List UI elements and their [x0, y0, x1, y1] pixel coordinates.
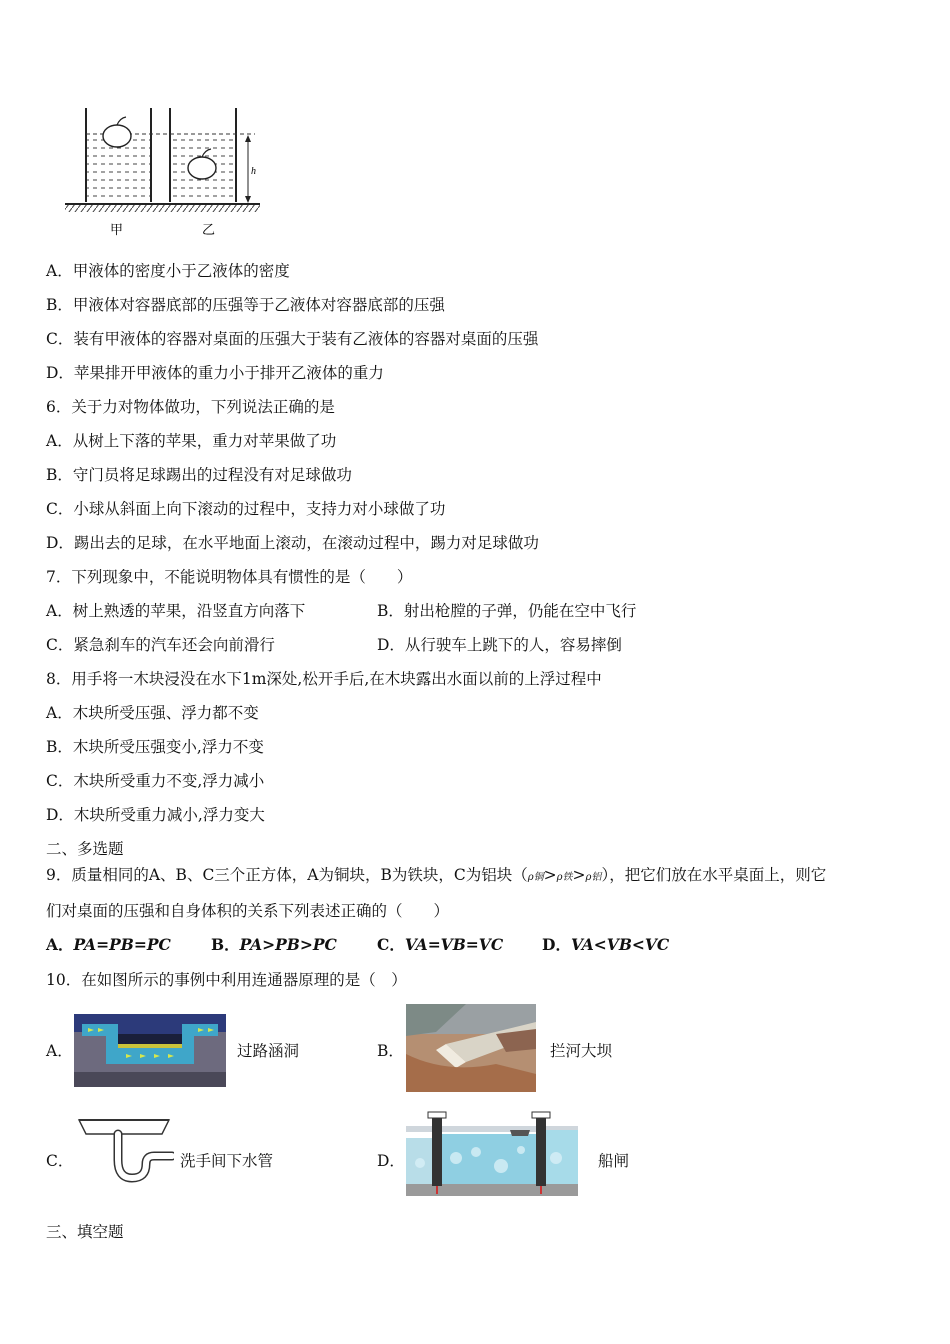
containers-figure [60, 104, 265, 239]
q9-stem-part2: ），把它们放在水平桌面上，则它 [601, 866, 827, 884]
q7-option-c: C．紧急刹车的汽车还会向前滑行 [46, 636, 275, 654]
q10-option-a-letter: A． [46, 1042, 73, 1060]
q9-stem-line2: 们对桌面的压强和自身体积的关系下列表述正确的（ ） [46, 902, 450, 920]
section-heading-multiple-choice: 二、多选题 [46, 840, 124, 858]
q9-option-c: C．VA=VB=VC [377, 935, 504, 954]
q7-stem: 7．下列现象中，不能说明物体具有惯性的是（ ） [46, 568, 413, 586]
q9-option-a: A．PA=PB=PC [46, 935, 171, 954]
q9-option-b: B．PA>PB>PC [211, 935, 337, 954]
q8-option-c: C．木块所受重力不变,浮力减小 [46, 772, 265, 790]
q7-option-a: A．树上熟透的苹果，沿竖直方向落下 [46, 602, 306, 620]
q7-option-b: B．射出枪膛的子弹，仍能在空中飞行 [377, 602, 637, 620]
q10-option-b-caption: 拦河大坝 [550, 1042, 613, 1060]
ship-lock-drawing [406, 1108, 578, 1196]
sink-drain-drawing [74, 1112, 174, 1194]
q10-option-d-letter: D． [377, 1152, 405, 1170]
q9-option-d-text: VA<VB<VC [570, 935, 670, 954]
q10-option-c-caption: 洗手间下水管 [180, 1152, 274, 1170]
q9-option-c-text: VA=VB=VC [404, 935, 504, 954]
q9-option-d: D．VA<VB<VC [542, 935, 670, 954]
q6-option-d: D．踢出去的足球，在水平地面上滚动，在滚动过程中，踢力对足球做功 [46, 534, 539, 552]
q9-stem-part1: 9．质量相同的A、B、C三个正方体，A为铜块，B为铁块，C为铝块（ [46, 866, 528, 884]
section-heading-fill-in: 三、填空题 [46, 1223, 124, 1241]
q10-option-a-caption: 过路涵洞 [237, 1042, 300, 1060]
q10-option-c-letter: C． [46, 1152, 74, 1170]
q9-stem: 9．质量相同的A、B、C三个正方体，A为铜块，B为铁块，C为铝块（ρ铜>ρ铁>ρ铝），把它们放在水平桌面上，则它 [46, 866, 827, 884]
q6-option-a: A．从树上下落的苹果，重力对苹果做了功 [46, 432, 337, 450]
q5-option-b: B．甲液体对容器底部的压强等于乙液体对容器底部的压强 [46, 296, 445, 314]
label-yi: 乙 [202, 223, 216, 238]
q7-option-d: D．从行驶车上跳下的人，容易摔倒 [377, 636, 622, 654]
q8-option-d: D．木块所受重力减小,浮力变大 [46, 806, 265, 824]
q5-option-c: C．装有甲液体的容器对桌面的压强大于装有乙液体的容器对桌面的压强 [46, 330, 539, 348]
q10-stem: 10．在如图所示的事例中利用连通器原理的是（ ） [46, 971, 407, 989]
q6-option-b: B．守门员将足球踢出的过程没有对足球做功 [46, 466, 352, 484]
q8-option-a: A．木块所受压强、浮力都不变 [46, 704, 259, 722]
dam-photo [406, 1004, 536, 1092]
q10-option-d-caption: 船闸 [598, 1152, 630, 1170]
q10-option-b-letter: B． [377, 1042, 404, 1060]
culvert-image [74, 1014, 226, 1087]
q6-option-c: C．小球从斜面上向下滚动的过程中，支持力对小球做了功 [46, 500, 446, 518]
label-jia: 甲 [110, 223, 124, 238]
rho-aluminum: ρ铝 [585, 872, 602, 883]
q6-stem: 6．关于力对物体做功，下列说法正确的是 [46, 398, 335, 416]
rho-copper: ρ铜 [527, 872, 544, 883]
q5-option-a: A．甲液体的密度小于乙液体的密度 [46, 262, 290, 280]
q9-option-a-text: PA=PB=PC [73, 935, 171, 954]
height-label: h [251, 166, 256, 177]
q8-stem: 8．用手将一木块浸没在水下1m深处,松开手后,在木块露出水面以前的上浮过程中 [46, 670, 602, 688]
q5-option-d: D．苹果排开甲液体的重力小于排开乙液体的重力 [46, 364, 384, 382]
q8-option-b: B．木块所受压强变小,浮力不变 [46, 738, 264, 756]
rho-iron: ρ铁 [556, 872, 573, 883]
q9-option-b-text: PA>PB>PC [239, 935, 337, 954]
